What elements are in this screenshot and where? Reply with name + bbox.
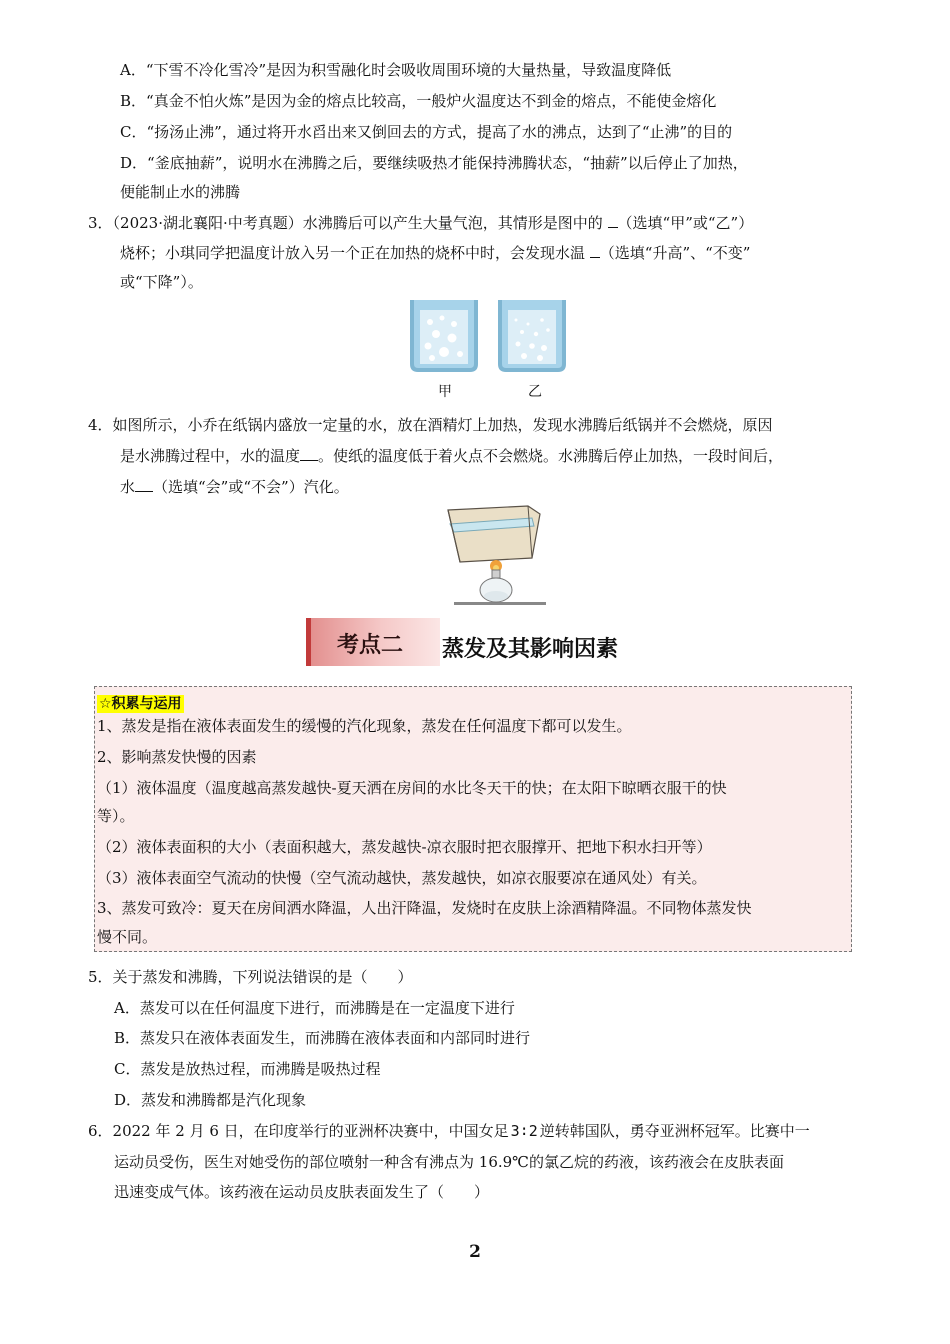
section-tag-text: 考点二 xyxy=(337,633,404,658)
q4-blank-1 xyxy=(300,446,318,461)
q5-option-b: B．蒸发只在液体表面发生，而沸腾在液体表面和内部同时进行 xyxy=(114,1029,531,1047)
q4-line-1: 4．如图所示，小乔在纸锅内盛放一定量的水，放在酒精灯上加热，发现水沸腾后纸锅并不会燃烧，原因 xyxy=(88,416,773,434)
q4-blank-2 xyxy=(135,477,153,492)
section-tag xyxy=(306,618,440,666)
q2-option-b: B．“真金不怕火炼”是因为金的熔点比较高，一般炉火温度达不到金的熔点，不能使金熔化 xyxy=(120,92,717,110)
page-number: 2 xyxy=(469,1242,481,1262)
q3-line-2: 烧杯；小琪同学把温度计放入另一个正在加热的烧杯中时，会发现水温 （选填“升高”、“不变” xyxy=(120,244,751,262)
q3-blank-2 xyxy=(590,243,600,258)
q3-line-3: 或“下降”）。 xyxy=(120,273,203,291)
q3-line-1: 3．（2023·湖北襄阳·中考真题）水沸腾后可以产生大量气泡，其情形是图中的 （选填“甲”或“乙”） xyxy=(88,214,754,232)
q6-line-1: 6．2022 年 2 月 6 日，在印度举行的亚洲杯决赛中，中国女足 3∶2 逆转韩国队，勇夺亚洲杯冠军。比赛中一 xyxy=(88,1122,810,1140)
q5-stem: 5．关于蒸发和沸腾，下列说法错误的是（ ） xyxy=(88,968,413,986)
knowledge-line-8: 慢不同。 xyxy=(97,928,158,946)
section-title: 蒸发及其影响因素 xyxy=(442,637,619,662)
q3-blank-1 xyxy=(608,213,618,228)
q6-line-3: 迅速变成气体。该药液在运动员皮肤表面发生了（ ） xyxy=(114,1183,490,1201)
q4-line-3: 水 （选填“会”或“不会”）汽化。 xyxy=(120,478,349,496)
figure-label-jia: 甲 xyxy=(438,384,452,400)
knowledge-line-1: 1、蒸发是指在液体表面发生的缓慢的汽化现象，蒸发在任何温度下都可以发生。 xyxy=(97,717,632,735)
knowledge-line-3: （1）液体温度（温度越高蒸发越快-夏天洒在房间的水比冬天干的快；在太阳下晾晒衣服干的快 xyxy=(97,779,727,797)
beakers-figure xyxy=(408,298,568,376)
q2-option-c: C．“扬汤止沸”，通过将开水舀出来又倒回去的方式，提高了水的沸点，达到了“止沸”的目的 xyxy=(120,123,733,141)
q5-option-a: A．蒸发可以在任何温度下进行，而沸腾是在一定温度下进行 xyxy=(114,999,515,1017)
section-header xyxy=(306,618,666,666)
knowledge-line-4: 等）。 xyxy=(97,807,135,825)
q4-line-2: 是水沸腾过程中，水的温度 。使纸的温度低于着火点不会燃烧。水沸腾后停止加热，一段时间后， xyxy=(120,447,784,465)
figure-label-yi: 乙 xyxy=(528,384,542,400)
knowledge-box-title: ☆积累与运用 xyxy=(99,696,182,712)
knowledge-line-6: （3）液体表面空气流动的快慢（空气流动越快，蒸发越快，如凉衣服要凉在通风处）有关。 xyxy=(97,869,707,887)
beaker-yi xyxy=(500,300,564,370)
paper-pot-figure xyxy=(442,504,548,608)
beaker-jia xyxy=(412,300,476,370)
q2-option-d-cont: 便能制止水的沸腾 xyxy=(120,183,241,201)
knowledge-line-7: 3、蒸发可致冷：夏天在房间洒水降温，人出汗降温，发烧时在皮肤上涂酒精降温。不同物体蒸发快 xyxy=(97,899,752,917)
q5-option-d: D．蒸发和沸腾都是汽化现象 xyxy=(114,1091,307,1109)
knowledge-box xyxy=(94,686,852,952)
q6-line-2: 运动员受伤，医生对她受伤的部位喷射一种含有沸点为 16.9℃的氯乙烷的药液，该药液会在皮肤表面 xyxy=(114,1153,784,1171)
q5-option-c: C．蒸发是放热过程，而沸腾是吸热过程 xyxy=(114,1060,381,1078)
q2-option-d: D．“釜底抽薪”，说明水在沸腾之后，要继续吸热才能保持沸腾状态，“抽薪”以后停止了加热， xyxy=(120,154,748,172)
knowledge-line-2: 2、影响蒸发快慢的因素 xyxy=(97,748,257,766)
q6-score: 3∶2 xyxy=(510,1122,538,1140)
knowledge-line-5: （2）液体表面积的大小（表面积越大，蒸发越快-凉衣服时把衣服撑开、把地下积水扫开等） xyxy=(97,838,712,856)
q2-option-a: A．“下雪不冷化雪冷”是因为积雪融化时会吸收周围环境的大量热量，导致温度降低 xyxy=(120,61,672,79)
